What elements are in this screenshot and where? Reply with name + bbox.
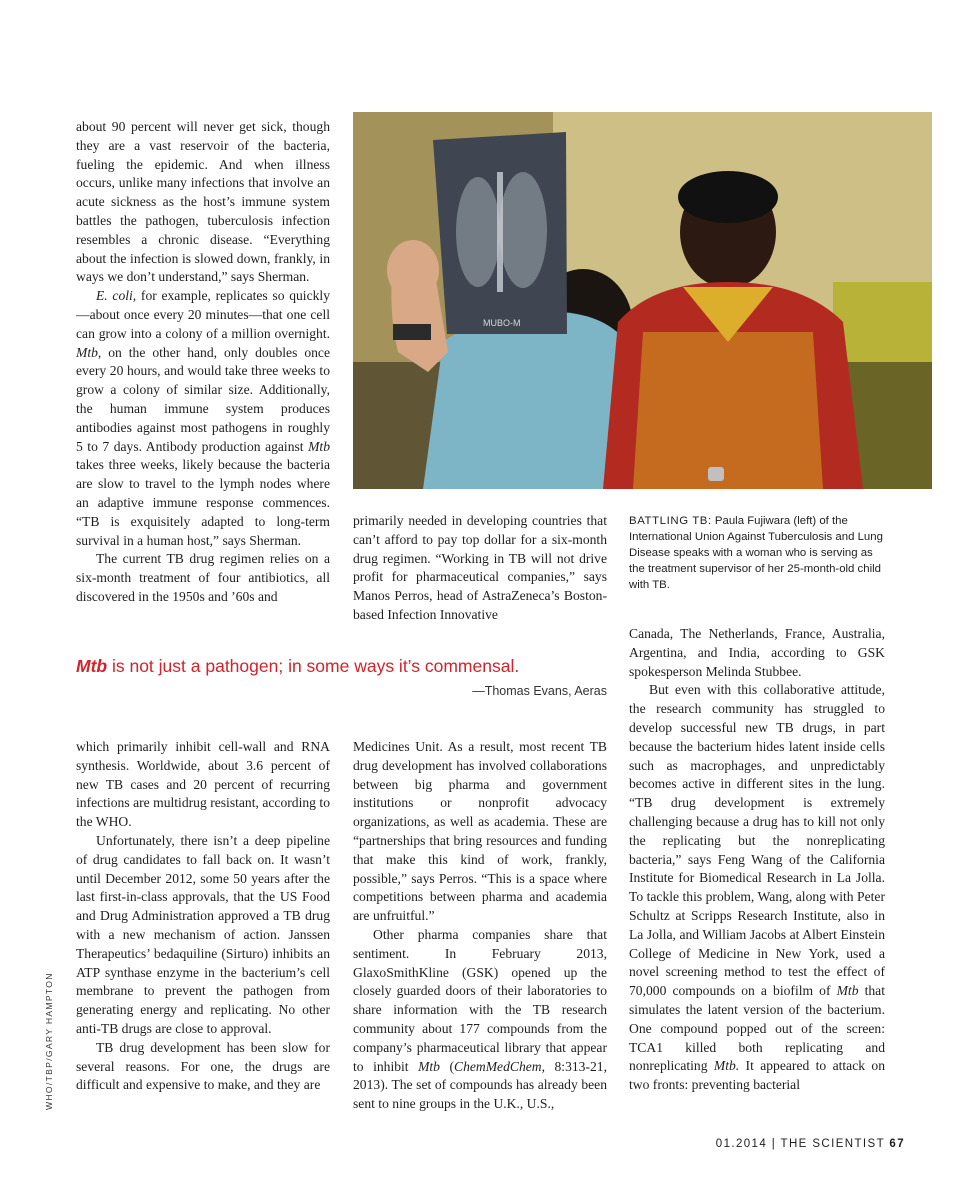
issue-date: 01.2014	[715, 1138, 768, 1150]
publication-name: THE SCIENTIST	[780, 1138, 885, 1150]
paragraph: primarily needed in developing countries that can’t afford to pay top dollar for a six-month drug regimen. “Working in TB will not drive profit for pharmaceutical companies,” says Manos Perros, head of AstraZeneca’s Boston-based Infection Innovative	[353, 513, 607, 622]
column-1-top	[76, 118, 330, 607]
page-number: 67	[889, 1138, 905, 1150]
column-2-bottom	[353, 738, 607, 1114]
page-folio	[716, 1138, 905, 1150]
paragraph: TB drug development has been slow for several reasons. For one, the drugs are difficult and expensive to make, and they are	[76, 1039, 330, 1093]
species-name: Mtb,	[76, 344, 102, 360]
xray-film	[433, 132, 567, 334]
folio-separator: |	[771, 1138, 777, 1150]
paragraph: about 90 percent will never get sick, though they are a vast reservoir of the bacteria, fueling the epidemic. And when illness occurs, unlike many infections that involve an acute sickness as the host’s immune system battles the pathogen, tuberculosis infection resembles a chronic disease. “Everything about the infection is slowed down, frankly, in ways we don’t understand,” says Sherman.	[76, 119, 330, 285]
caption-lead: BATTLING TB:	[629, 515, 712, 527]
photo-credit: WHO/TBP/GARY HAMPTON	[44, 972, 54, 1110]
paragraph: Medicines Unit. As a result, most recent TB drug development has involved collaborations between big pharma and government institutions or nonprofit advocacy organizations, as well as academia. These are “partnerships that bring resources and funding that make this kind of work, frankly, possible,” says Perros. “This is a space where competitions between pharma and academia are unfruitful.”	[353, 739, 607, 924]
paragraph: Unfortunately, there isn’t a deep pipeline of drug candidates to fall back on. It wasn’t until December 2012, some 50 years after the last first-in-class approvals, that the US Food and Drug Administration approved a TB drug with a new mechanism of action. Janssen Therapeutics’ bedaquiline (Sirturo) inhibits an ATP synthase enzyme in the bacterium’s cell membrane to prevent the pathogen from generating energy and replicating. No other anti-TB drugs are close to approval.	[76, 832, 330, 1036]
paragraph: E. coli, for example, replicates so quickly—about once every 20 minutes—that one cell can grow into a colony of a million overnight. Mtb, on the other hand, only doubles once every 20 hours, and would take three weeks to grow a colony of similar size. Additionally, the human immune system produces antibodies against most pathogens in roughly 5 to 7 days. Antibody production against Mtb takes three weeks, likely because the bacteria are slow to travel to the lymph nodes where an adaptive immune response commences. “TB is exquisitely adapted to long-term survival in a human host,” says Sherman.	[76, 288, 330, 548]
paragraph: But even with this collaborative attitude, the research community has struggled to develop successful new TB drugs, in part because the bacterium hides latent inside cells such as macrophages, and unpredictably becomes active in different sites in the lung. “TB drug development is extremely challenging because a drug has to kill not only the replicating but the nonreplicating bacteria,” says Feng Wang of the California Institute for Biomedical Research in La Jolla. To tackle this problem, Wang, along with Peter Schultz at Scripps Research Institute, also in La Jolla, and William Jacobs at Albert Einstein College of Medicine in New York, used a novel screening method to test the effect of 70,000 compounds on a biofilm of Mtb that simulates the latent version of the bacterium. One compound popped out of the screen: TCA1 killed both replicating and nonreplicating Mtb. It appeared to attack on two fronts: preventing bacterial	[629, 682, 885, 1093]
paragraph: Canada, The Netherlands, France, Australia, Argentina, and India, according to GSK spokesperson Melinda Stubbee.	[629, 626, 885, 679]
photo-tb-xray-consultation	[353, 112, 932, 489]
column-3	[629, 625, 885, 1095]
species-name: E. coli,	[96, 288, 137, 304]
column-2-top	[353, 512, 607, 625]
paragraph: which primarily inhibit cell-wall and RNA synthesis. Worldwide, about 3.6 percent of new TB cases and 20 percent of recurring infections are multidrug resistant, according to the WHO.	[76, 739, 330, 830]
pull-quote: Mtb is not just a pathogen; in some ways it’s commensal.	[76, 656, 520, 676]
pull-quote-attribution: —Thomas Evans, Aeras	[472, 684, 607, 698]
photo-caption: BATTLING TB: Paula Fujiwara (left) of the International Union Against Tuberculosis and Lung Disease speaks with a woman who is serving as the treatment supervisor of her 25-month-old child with TB.	[629, 515, 883, 591]
paragraph: Other pharma companies share that sentiment. In February 2013, GlaxoSmithKline (GSK) opened up the closely guarded doors of their laboratories to share information with the TB research community about 177 compounds from the company’s pharmaceutical library that appear to inhibit Mtb (ChemMedChem, 8:313-21, 2013). The set of compounds has already been sent to nine groups in the U.K., U.S.,	[353, 926, 607, 1112]
paragraph: The current TB drug regimen relies on a six-month treatment of four antibiotics, all discovered in the 1950s and ’60s and	[76, 551, 330, 604]
column-1-bottom	[76, 738, 330, 1095]
species-name: Mtb	[308, 438, 330, 454]
xray-label: MUBO-M	[483, 318, 521, 328]
